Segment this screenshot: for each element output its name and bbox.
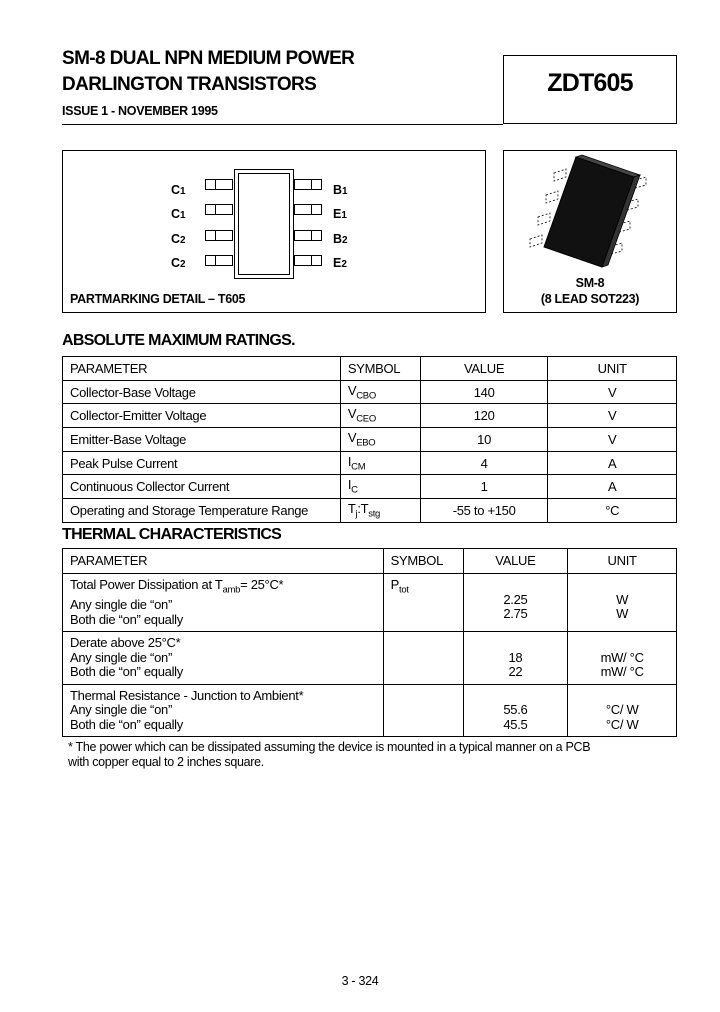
table-row xyxy=(63,632,677,685)
col-header-symbol: SYMBOL xyxy=(340,357,420,381)
cell-unit: mW/ °C mW/ °C xyxy=(568,632,677,685)
cell-symbol: $T_j:T_{stg}$ xyxy=(340,499,420,523)
cell-parameter: Operating and Storage Temperature Range xyxy=(63,499,341,523)
partmarking-detail: PARTMARKING DETAIL – T605 xyxy=(70,292,246,306)
pinout-box xyxy=(62,150,486,313)
cell-value: 55.6 45.5 xyxy=(463,684,568,737)
table-header-row xyxy=(63,357,677,381)
cell-symbol: $I_{CM}$ xyxy=(340,451,420,475)
pin-pad xyxy=(294,230,322,241)
cell-unit: A xyxy=(548,475,677,499)
cell-parameter: Derate above 25°C* Any single die “on” Both die “on” equally xyxy=(63,632,384,685)
cell-value: 140 xyxy=(420,380,548,404)
cell-unit: V xyxy=(548,380,677,404)
pin-label-left-2: C1 xyxy=(171,207,186,221)
cell-parameter: Collector-Base Voltage xyxy=(63,380,341,404)
part-number: ZDT605 xyxy=(547,69,633,97)
table-row xyxy=(63,475,677,499)
title-line-2: DARLINGTON TRANSISTORS xyxy=(62,74,317,95)
pin-pad xyxy=(294,204,322,215)
pin-pad xyxy=(205,204,233,215)
pin-label-right-3: B2 xyxy=(333,232,348,246)
pin-pad xyxy=(205,179,233,190)
cell-value: 120 xyxy=(420,404,548,428)
package-description: (8 LEAD SOT223) xyxy=(540,292,640,306)
cell-value: -55 to +150 xyxy=(420,499,548,523)
table-row xyxy=(63,684,677,737)
pin-pad xyxy=(205,230,233,241)
table-row xyxy=(63,428,677,452)
thermal-heading: THERMAL CHARACTERISTICS xyxy=(62,526,282,543)
cell-value: 18 22 xyxy=(463,632,568,685)
package-name: SM-8 xyxy=(575,276,605,290)
table-row xyxy=(63,451,677,475)
part-number-box xyxy=(503,55,677,124)
col-header-value: VALUE xyxy=(420,357,548,381)
table-header-row xyxy=(63,549,677,574)
title-line-1: SM-8 DUAL NPN MEDIUM POWER xyxy=(62,48,355,69)
issue-date: ISSUE 1 - NOVEMBER 1995 xyxy=(62,104,218,118)
table-row xyxy=(63,499,677,523)
cell-parameter: Emitter-Base Voltage xyxy=(63,428,341,452)
document-title xyxy=(62,46,354,98)
cell-symbol: $P_{tot}$ xyxy=(383,574,463,632)
cell-parameter: Total Power Dissipation at $T_{amb}= 25^\circ C*$ Any single die “on” Both die “on” equally xyxy=(63,574,384,632)
pin-label-left-4: C2 xyxy=(171,256,186,270)
pin-pad xyxy=(294,255,322,266)
cell-unit: A xyxy=(548,451,677,475)
cell-symbol: $V_{CBO}$ xyxy=(340,380,420,404)
pin-label-left-1: C1 xyxy=(171,183,186,197)
cell-symbol: $V_{EBO}$ xyxy=(340,428,420,452)
abs-max-heading: ABSOLUTE MAXIMUM RATINGS. xyxy=(62,332,295,349)
footnote xyxy=(68,740,673,770)
cell-parameter: Peak Pulse Current xyxy=(63,451,341,475)
col-header-parameter: PARAMETER xyxy=(63,549,384,574)
cell-parameter: Thermal Resistance - Junction to Ambient* Any single die “on” Both die “on” equally xyxy=(63,684,384,737)
page-number: 3 - 324 xyxy=(341,974,379,988)
cell-symbol: $I_C$ xyxy=(340,475,420,499)
sm8-package-illustration xyxy=(504,151,676,271)
chip-body xyxy=(234,169,294,279)
thermal-table xyxy=(62,548,677,737)
col-header-unit: UNIT xyxy=(548,357,677,381)
cell-parameter: Collector-Emitter Voltage xyxy=(63,404,341,428)
cell-unit: V xyxy=(548,404,677,428)
cell-value: 2.25 2.75 xyxy=(463,574,568,632)
footnote-line-2: with copper equal to 2 inches square. xyxy=(68,755,264,769)
cell-unit: °C/ W °C/ W xyxy=(568,684,677,737)
cell-value: 10 xyxy=(420,428,548,452)
cell-unit: °C xyxy=(548,499,677,523)
cell-unit: V xyxy=(548,428,677,452)
cell-symbol xyxy=(383,632,463,685)
cell-symbol: $V_{CEO}$ xyxy=(340,404,420,428)
cell-unit: W W xyxy=(568,574,677,632)
col-header-value: VALUE xyxy=(463,549,568,574)
cell-value: 4 xyxy=(420,451,548,475)
cell-value: 1 xyxy=(420,475,548,499)
pin-label-right-1: B1 xyxy=(333,183,348,197)
col-header-symbol: SYMBOL xyxy=(383,549,463,574)
pin-pad xyxy=(205,255,233,266)
col-header-parameter: PARAMETER xyxy=(63,357,341,381)
pin-label-right-2: E1 xyxy=(333,207,347,221)
pin-label-left-3: C2 xyxy=(171,232,186,246)
col-header-unit: UNIT xyxy=(568,549,677,574)
footnote-line-1: * The power which can be dissipated assuming the device is mounted in a typical manner on a PCB xyxy=(68,740,591,754)
table-row xyxy=(63,404,677,428)
header-rule xyxy=(62,124,503,125)
table-row xyxy=(63,380,677,404)
cell-parameter: Continuous Collector Current xyxy=(63,475,341,499)
pin-label-right-4: E2 xyxy=(333,256,347,270)
package-box xyxy=(503,150,677,313)
abs-max-table xyxy=(62,356,677,523)
table-row xyxy=(63,574,677,632)
cell-symbol xyxy=(383,684,463,737)
pin-pad xyxy=(294,179,322,190)
